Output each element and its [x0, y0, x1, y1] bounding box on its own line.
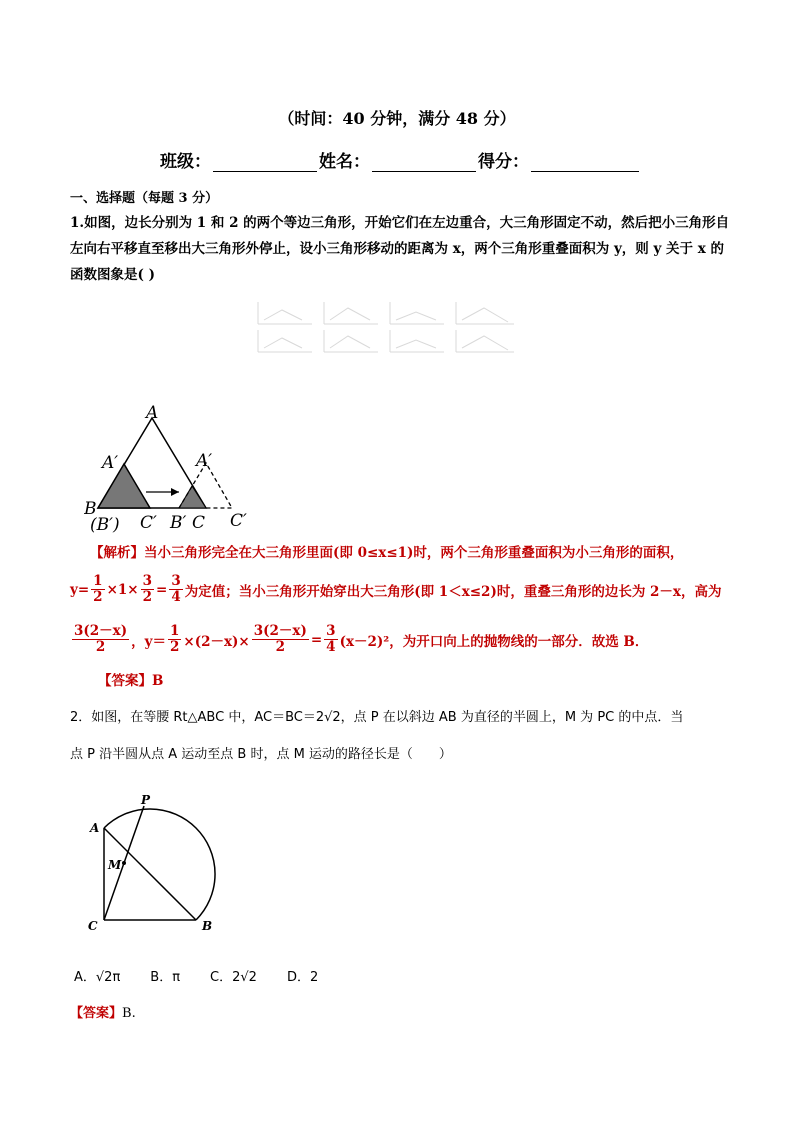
name-blank[interactable]	[372, 153, 476, 172]
fraction-half: $\frac{1}{2}$	[93, 573, 103, 605]
label-A: A	[146, 403, 159, 423]
question-1-answer: 【答案】B	[98, 673, 164, 689]
class-blank[interactable]	[213, 153, 317, 172]
section-heading: 一、选择题（每题 3 分）	[70, 191, 219, 206]
label-C-prime-2: C′	[230, 511, 247, 531]
label-A: A	[90, 821, 100, 835]
option-d[interactable]: D．2	[286, 970, 319, 985]
segment-AB	[104, 828, 196, 920]
fraction-half-2: $\frac{1}{2}$	[169, 623, 180, 655]
question-2-line-1: 2．如图，在等腰 Rt△ABC 中，AC＝BC＝2√2，点 P 在以斜边 AB 为直径的半圆上，M 为 PC 的中点．当	[70, 710, 684, 725]
question-2-options	[74, 966, 318, 985]
analysis-line-2: y= $\frac{1}{2}$ ×1× $\frac{3}{2}$ = $\frac{3}{4}$ 为定值；当小三角形开始穿出大三角形(即 1＜x≤2)时，重叠三角形的边长为 2－x，高为	[70, 573, 722, 605]
fraction-height: $\frac{3(2-x)}{2}$	[74, 623, 128, 655]
student-info-row	[160, 147, 641, 172]
score-blank[interactable]	[531, 153, 639, 172]
faded-answer-graphs	[252, 296, 532, 358]
analysis-tag: 【解析】	[90, 545, 144, 561]
fraction-three-quarters: $\frac{3}{4}$	[171, 573, 181, 605]
label-B-prime-orig: (B′)	[90, 515, 120, 535]
arrow-head	[171, 488, 179, 496]
label-A-prime-2: A′	[196, 451, 213, 471]
option-c[interactable]: C．2√2	[210, 970, 257, 985]
name-label: 姓名：	[319, 152, 370, 172]
label-A-prime: A′	[102, 453, 119, 473]
label-M: M	[108, 858, 122, 872]
label-B-prime: B′	[170, 513, 187, 533]
question-2-answer: 【答案】B.	[70, 1006, 136, 1021]
question-1-text: 1.如图，边长分别为 1 和 2 的两个等边三角形，开始它们在左边重合，大三角形固定不动，然后把小三角形自左向右平移直至移出大三角形外停止，设小三角形移动的距离为 x，两个三角形重叠面积为 y，则 y 关于 x 的函数图象是( )	[70, 215, 730, 283]
page-title: （时间：40 分钟，满分 48 分）	[278, 109, 516, 128]
question-1-figure	[84, 400, 264, 535]
overlap-triangle	[179, 486, 206, 508]
analysis-line-3: $\frac{3(2-x)}{2}$ ，y＝ $\frac{1}{2}$ ×(2－x)× $\frac{3(2-x)}{2}$ = $\frac{3}{4}$ (x－2)² ，为开口向上的抛物线的一部分．故选 B．	[74, 623, 649, 655]
label-C: C	[88, 919, 98, 933]
analysis-line-1: 【解析】当小三角形完全在大三角形里面(即 0≤x≤1)时，两个三角形重叠面积为小三角形的面积，	[90, 545, 684, 561]
label-B: B	[84, 499, 97, 519]
option-b[interactable]: B．π	[150, 970, 181, 985]
fraction-three-halves: $\frac{3}{2}$	[142, 573, 152, 605]
point-M	[122, 861, 126, 865]
label-P: P	[141, 793, 151, 807]
score-label: 得分：	[478, 152, 529, 172]
fraction-three-quarters-2: $\frac{3}{4}$	[326, 623, 336, 655]
question-2-line-2: 点 P 沿半圆从点 A 运动至点 B 时，点 M 运动的路径长是（ ）	[70, 747, 452, 762]
option-a[interactable]: A．√2π	[74, 970, 121, 985]
question-2-figure	[82, 788, 232, 938]
label-C-prime: C′	[140, 513, 157, 533]
fraction-height-2: $\frac{3(2-x)}{2}$	[253, 623, 307, 655]
class-label: 班级：	[160, 152, 211, 172]
label-B: B	[202, 919, 213, 933]
label-C: C	[192, 513, 206, 533]
